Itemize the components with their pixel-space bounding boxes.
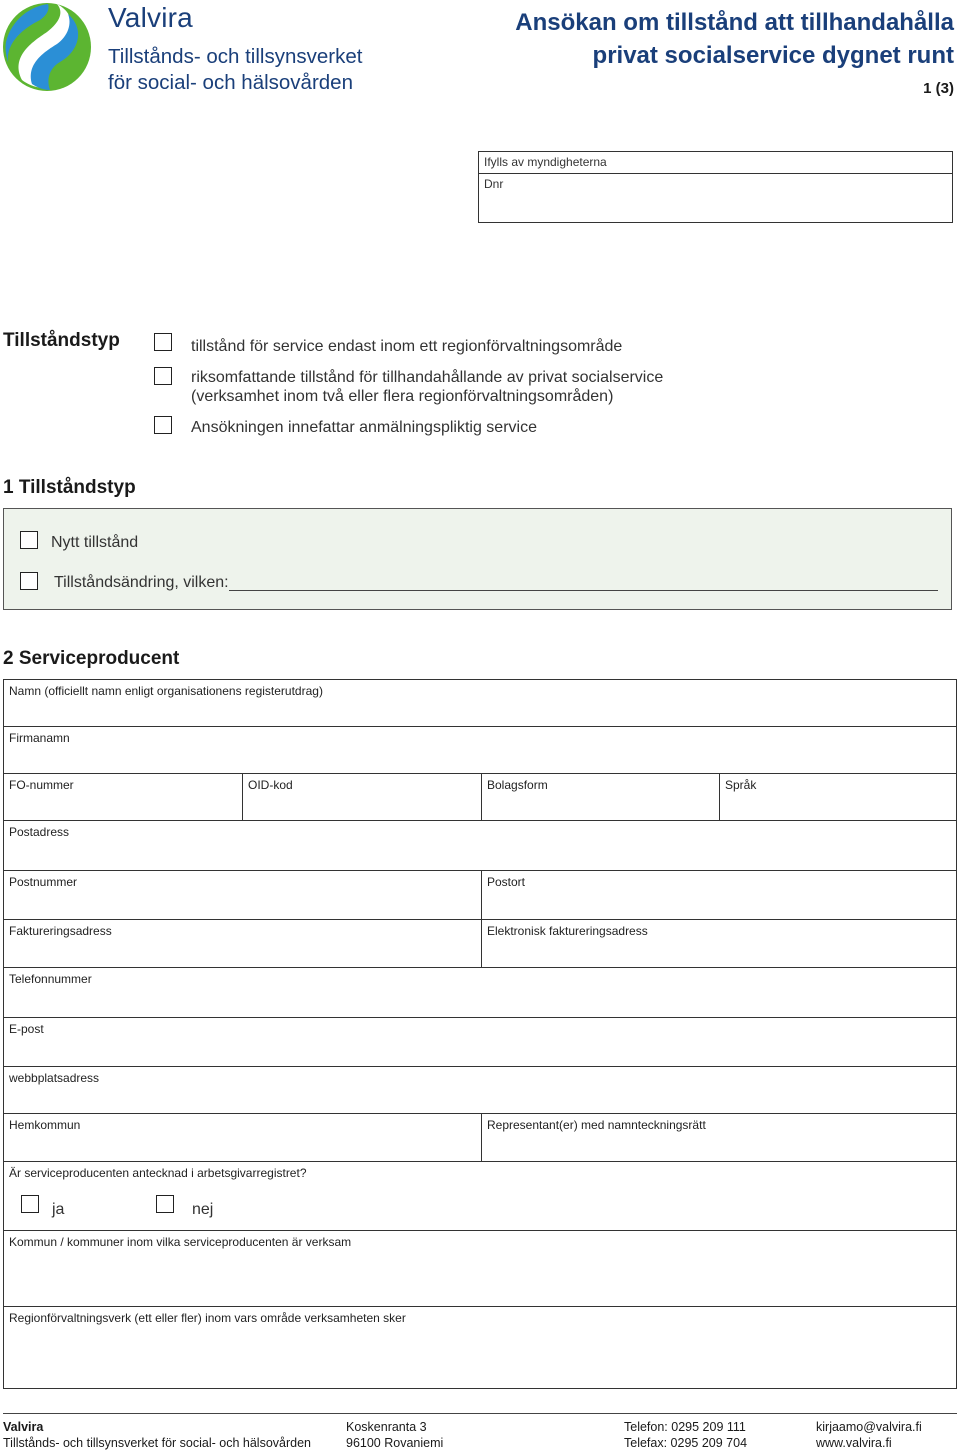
language-label: Språk (725, 778, 757, 792)
footer-phone-fax (624, 1419, 747, 1451)
e-invoice-address-label: Elektronisk faktureringsadress (487, 924, 648, 938)
footer-street: Koskenranta 3 (346, 1420, 427, 1434)
company-form-label: Bolagsform (487, 778, 548, 792)
home-municipality-field[interactable] (4, 1114, 481, 1161)
permit-change-input-line[interactable] (229, 590, 938, 591)
footer-web[interactable]: www.valvira.fi (816, 1436, 892, 1450)
oid-code-label: OID-kod (248, 778, 293, 792)
footer-org-name: Valvira (3, 1420, 44, 1434)
postal-code-field[interactable] (4, 871, 481, 919)
billing-address-label: Faktureringsadress (9, 924, 112, 938)
representatives-field[interactable] (481, 1114, 956, 1161)
footer-fax: Telefax: 0295 209 704 (624, 1436, 748, 1450)
footer-org-full: Tillstånds- och tillsynsverket för social- och hälsovården (3, 1436, 311, 1450)
brand-subtitle (108, 44, 362, 96)
operating-municipalities-row[interactable] (4, 1231, 956, 1307)
employer-register-no-checkbox[interactable] (156, 1195, 174, 1213)
postal-address-row[interactable] (4, 821, 956, 871)
permit-change-checkbox[interactable] (20, 572, 38, 590)
employer-register-question: Är serviceproducenten antecknad i arbetsgivarregistret? (9, 1166, 307, 1180)
section2-heading: 2 Serviceproducent (3, 648, 180, 669)
authority-box-heading: Ifylls av myndigheterna (479, 152, 952, 174)
permit-type-heading: Tillståndstyp (3, 330, 120, 351)
postal-code-row (4, 871, 956, 920)
footer-divider (3, 1413, 957, 1414)
section1-box (3, 508, 952, 610)
new-permit-checkbox[interactable] (20, 531, 38, 549)
regional-agencies-row[interactable] (4, 1307, 956, 1387)
authority-use-box (478, 151, 953, 223)
page-number: 1 (3) (923, 80, 954, 97)
website-label: webbplatsadress (9, 1071, 100, 1085)
document-title-line2: privat socialservice dygnet runt (592, 42, 954, 69)
national-permit-label (191, 368, 663, 406)
operating-municipalities-label: Kommun / kommuner inom vilka serviceproducenten är verksam (9, 1235, 352, 1249)
name-label: Namn (officiellt namn enligt organisationens registerutdrag) (9, 684, 323, 698)
business-id-label: FO-nummer (9, 778, 74, 792)
notifiable-service-label: Ansökningen innefattar anmälningspliktig service (191, 419, 537, 436)
website-row[interactable] (4, 1067, 956, 1114)
document-title (515, 6, 954, 72)
id-row (4, 774, 956, 821)
company-form-field[interactable] (481, 774, 719, 820)
regional-permit-checkbox[interactable] (154, 333, 172, 351)
postal-code-label: Postnummer (9, 875, 78, 889)
dnr-field[interactable]: Dnr (484, 177, 504, 191)
email-row[interactable] (4, 1018, 956, 1067)
language-field[interactable] (719, 774, 956, 820)
brand-subtitle-line2: för social- och hälsovården (108, 71, 353, 94)
document-title-line1: Ansökan om tillstånd att tillhandahålla (515, 9, 954, 36)
employer-register-row (4, 1162, 956, 1231)
email-label: E-post (9, 1022, 44, 1036)
billing-address-field[interactable] (4, 920, 481, 967)
trade-name-row[interactable] (4, 727, 956, 774)
footer-address (346, 1419, 443, 1451)
postal-address-label: Postadress (9, 825, 70, 839)
name-row[interactable] (4, 680, 956, 727)
phone-label: Telefonnummer (9, 972, 92, 986)
employer-register-yes-checkbox[interactable] (21, 1195, 39, 1213)
valvira-logo (2, 2, 92, 92)
municipality-row (4, 1114, 956, 1162)
footer-organization (3, 1419, 311, 1451)
e-invoice-address-field[interactable] (481, 920, 956, 967)
post-office-field[interactable] (481, 871, 956, 919)
employer-register-no-label: nej (192, 1201, 214, 1218)
footer-contact (816, 1419, 922, 1451)
national-permit-label-line2: (verksamhet inom två eller flera regionförvaltningsområden) (191, 388, 614, 405)
representatives-label: Representant(er) med namnteckningsrätt (487, 1118, 706, 1132)
permit-change-label: Tillståndsändring, vilken: (54, 574, 229, 591)
trade-name-label: Firmanamn (9, 731, 70, 745)
home-municipality-label: Hemkommun (9, 1118, 81, 1132)
national-permit-label-line1: riksomfattande tillstånd för tillhandahållande av privat socialservice (191, 369, 664, 386)
footer-email[interactable]: kirjaamo@valvira.fi (816, 1420, 922, 1434)
service-producer-form (3, 679, 957, 1389)
post-office-label: Postort (487, 875, 526, 889)
phone-row[interactable] (4, 968, 956, 1018)
national-permit-checkbox[interactable] (154, 367, 172, 385)
billing-row (4, 920, 956, 968)
new-permit-label: Nytt tillstånd (51, 534, 139, 551)
oid-code-field[interactable] (242, 774, 481, 820)
brand-subtitle-line1: Tillstånds- och tillsynsverket (108, 45, 363, 68)
brand-name: Valvira (108, 2, 193, 33)
footer-city: 96100 Rovaniemi (346, 1436, 444, 1450)
notifiable-service-checkbox[interactable] (154, 416, 172, 434)
employer-register-yes-label: ja (52, 1201, 65, 1218)
business-id-field[interactable] (4, 774, 242, 820)
regional-agencies-label: Regionförvaltningsverk (ett eller fler) inom vars område verksamheten sker (9, 1311, 406, 1325)
section1-heading: 1 Tillståndstyp (3, 477, 136, 498)
footer-phone: Telefon: 0295 209 111 (624, 1420, 746, 1434)
regional-permit-label: tillstånd för service endast inom ett regionförvaltningsområde (191, 338, 623, 355)
